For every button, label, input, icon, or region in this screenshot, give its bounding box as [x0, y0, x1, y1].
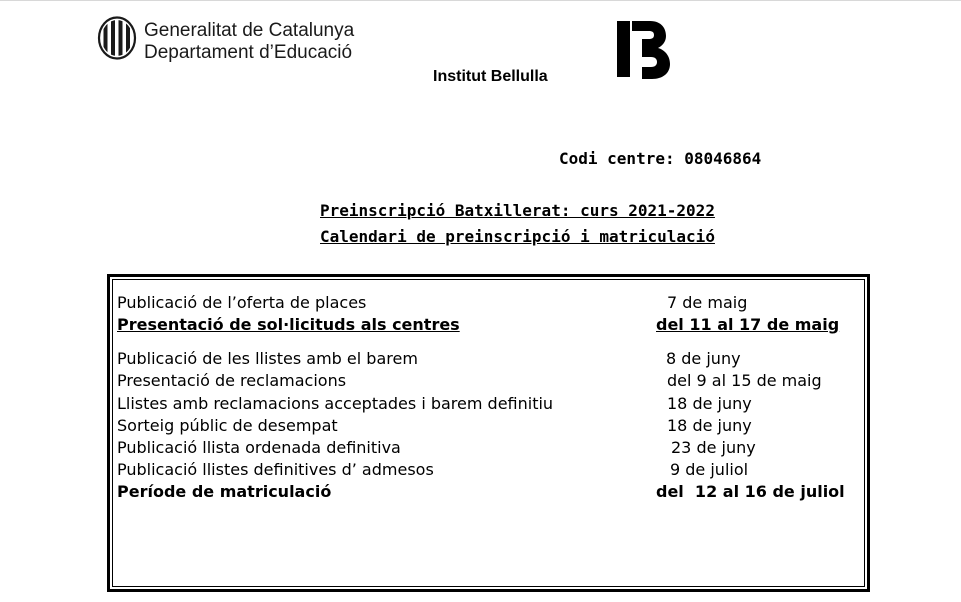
calendar-row: [117, 292, 857, 314]
generalitat-wordmark: [144, 20, 354, 64]
calendar-date: 18 de juny: [667, 394, 752, 413]
calendar-date: del 12 al 16 de juliol: [656, 482, 845, 501]
top-rule: [0, 0, 961, 1]
calendar-row: [117, 481, 857, 503]
calendar-row: [117, 370, 857, 392]
institut-name: Institut Bellulla: [433, 68, 548, 85]
calendar-label: Publicació de les llistes amb el barem: [117, 349, 418, 368]
calendar-label: Període de matriculació: [117, 482, 332, 501]
calendar-label: Publicació llista ordenada definitiva: [117, 438, 401, 457]
calendar-date: del 9 al 15 de maig: [667, 371, 822, 390]
calendar-label: Llistes amb reclamacions acceptades i barem definitiu: [117, 394, 554, 413]
page-subtitle: Calendari de preinscripció i matriculació: [320, 227, 715, 246]
calendar-date: 8 de juny: [666, 349, 741, 368]
calendar-row: [117, 393, 857, 415]
calendar-row: [117, 437, 857, 459]
calendar-label: Publicació llistes definitives d’ admesos: [117, 460, 434, 479]
calendar-date: del 11 al 17 de maig: [656, 315, 840, 334]
department-name: Departament d’Educació: [144, 42, 353, 63]
calendar-label: Presentació de sol·licituds als centres: [117, 315, 460, 334]
calendar-date: 23 de juny: [671, 438, 756, 457]
calendar-row: [117, 348, 857, 370]
codi-centre: Codi centre: 08046864: [559, 149, 762, 168]
calendar-row: [117, 415, 857, 437]
generalitat-logo-icon: [97, 16, 137, 60]
calendar-row: [117, 314, 857, 336]
calendar-label: Presentació de reclamacions: [117, 371, 347, 390]
calendar-row: [117, 459, 857, 481]
calendar-date: 18 de juny: [667, 416, 752, 435]
calendar-date: 7 de maig: [667, 293, 748, 312]
calendar-date: 9 de juliol: [670, 460, 749, 479]
calendar-label: Publicació de l’oferta de places: [117, 293, 367, 312]
page-title: Preinscripció Batxillerat: curs 2021-2022: [320, 201, 715, 220]
institut-logo-icon: [614, 17, 672, 81]
generalitat-name: Generalitat de Catalunya: [144, 20, 355, 41]
calendar-label: Sorteig públic de desempat: [117, 416, 338, 435]
